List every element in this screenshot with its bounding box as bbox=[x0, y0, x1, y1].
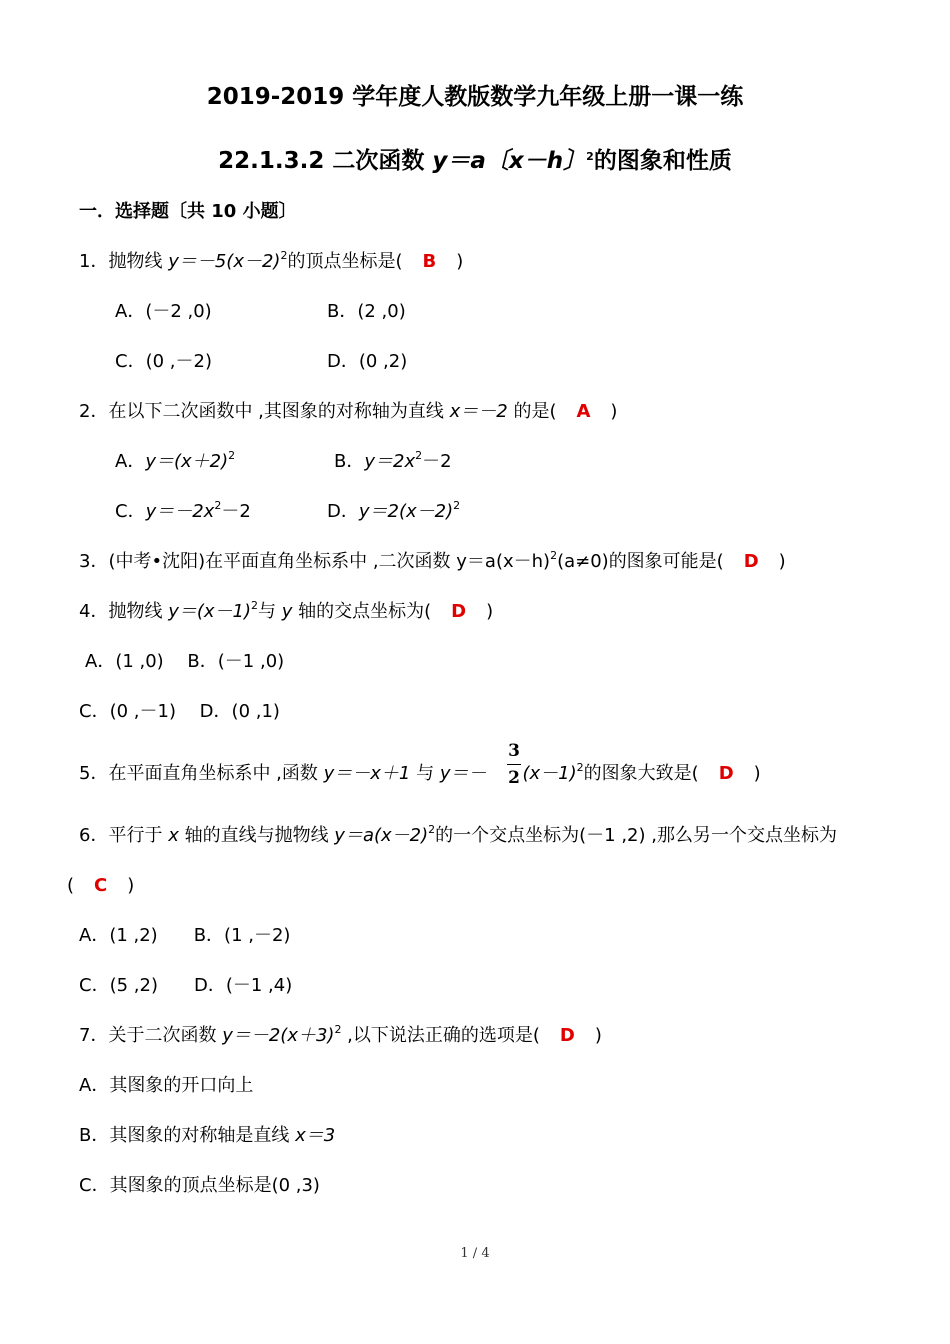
q5-formula-a: y＝－x＋1 bbox=[323, 763, 411, 784]
q4-exponent: 2 bbox=[251, 599, 258, 612]
q5-exponent: 2 bbox=[576, 761, 584, 774]
q2-option-d-exponent: 2 bbox=[453, 499, 461, 512]
q2-option-c-label: C． bbox=[115, 501, 146, 522]
q5-fraction-bar bbox=[507, 764, 521, 765]
q1-answer: B bbox=[422, 251, 437, 272]
q7-option-b-text: B．其图象的对称轴是直线 bbox=[79, 1125, 296, 1146]
q4-answer: D bbox=[451, 601, 467, 622]
document-title: 2019-2019 学年度人教版数学九年级上册一课一练 bbox=[206, 84, 744, 110]
q1-formula: y＝－5(x－2) bbox=[168, 251, 281, 272]
q5-stem-a: 5．在平面直角坐标系中 ,函数 bbox=[79, 763, 324, 784]
q2-option-d-formula: y＝2(x－2) bbox=[358, 501, 454, 522]
q4-stem-a: 4．抛物线 bbox=[79, 601, 169, 622]
q7-answer: D bbox=[559, 1025, 575, 1046]
q2-option-c bbox=[115, 500, 251, 524]
q1-stem-b: 的顶点坐标是( bbox=[287, 251, 403, 272]
q7-exponent: 2 bbox=[334, 1023, 342, 1036]
q6-close: ) bbox=[127, 875, 135, 896]
q2-option-c-formula: y＝－2x bbox=[145, 501, 215, 522]
q5-formula-b: y＝－ bbox=[439, 763, 487, 784]
question-7 bbox=[79, 1024, 602, 1048]
page-number: 1 / 4 bbox=[460, 1246, 490, 1261]
q5-fraction-denominator: 2 bbox=[508, 768, 520, 788]
q2-option-a-exponent: 2 bbox=[228, 449, 236, 462]
q2-option-c-constant: －2 bbox=[221, 501, 251, 522]
q4-stem-b: 与 bbox=[258, 601, 282, 622]
q7-close: ) bbox=[594, 1025, 602, 1046]
q7-option-c: C．其图象的顶点坐标是(0 ,3) bbox=[79, 1175, 320, 1196]
lesson-title bbox=[0, 146, 950, 176]
lesson-title-exponent: 2 bbox=[586, 150, 594, 163]
q4-options-cd: C．(0 ,－1) D．(0 ,1) bbox=[79, 701, 280, 722]
q1-stem-a: 1．抛物线 bbox=[79, 251, 169, 272]
q2-option-b-formula: y＝2x bbox=[364, 451, 416, 472]
q2-option-c-exponent: 2 bbox=[214, 499, 222, 512]
lesson-title-suffix: 的图象和性质 bbox=[593, 148, 732, 174]
q2-option-a bbox=[115, 450, 235, 474]
q4-formula: y＝(x－1) bbox=[168, 601, 251, 622]
q6-formula: y＝a(x－2) bbox=[334, 825, 429, 846]
q5-fraction bbox=[507, 741, 521, 788]
q2-answer: A bbox=[576, 401, 591, 422]
q1-close: ) bbox=[456, 251, 464, 272]
q6-answer: C bbox=[94, 875, 108, 896]
q6-stem-a: 6．平行于 bbox=[79, 825, 169, 846]
q3-exponent: 2 bbox=[550, 549, 558, 562]
q5-answer: D bbox=[718, 763, 734, 784]
section-heading: 一．选择题〔共 10 小题〕 bbox=[79, 201, 297, 222]
q7-option-a: A．其图象的开口向上 bbox=[79, 1075, 254, 1096]
q1-option-c: C．(0 ,－2) bbox=[115, 351, 212, 372]
q7-formula: y＝－2(x＋3) bbox=[222, 1025, 335, 1046]
q4-close: ) bbox=[486, 601, 494, 622]
q6-options-cd: C．(5 ,2) D．(－1 ,4) bbox=[79, 975, 293, 996]
q3-stem-b: (a≠0)的图象可能是( bbox=[557, 551, 724, 572]
q5-stem-b: 与 bbox=[410, 763, 440, 784]
q5-close: ) bbox=[753, 763, 761, 784]
q2-option-b-constant: －2 bbox=[422, 451, 452, 472]
q6-answer-line bbox=[67, 874, 134, 898]
lesson-title-prefix: 22.1.3.2 二次函数 bbox=[218, 148, 433, 174]
q2-stem-a: 2．在以下二次函数中 ,其图象的对称轴为直线 bbox=[79, 401, 450, 422]
q1-option-b: B．(2 ,0) bbox=[327, 301, 406, 322]
q5-stem-c: 的图象大致是( bbox=[583, 763, 699, 784]
q6-open: ( bbox=[67, 875, 75, 896]
q6-stem-b: 轴的直线与抛物线 bbox=[178, 825, 335, 846]
q2-option-b bbox=[334, 450, 452, 474]
q6-stem-c: 的一个交点坐标为(－1 ,2) ,那么另一个交点坐标为 bbox=[435, 825, 837, 846]
q2-option-d-label: D． bbox=[327, 501, 359, 522]
q4-stem-c: 轴的交点坐标为( bbox=[292, 601, 432, 622]
q5-fraction-numerator: 3 bbox=[508, 741, 520, 761]
q6-axis-var: x bbox=[168, 825, 179, 846]
q4-axis-var: y bbox=[281, 601, 293, 622]
q6-exponent: 2 bbox=[428, 823, 436, 836]
lesson-title-formula: y＝a〔x－h〕 bbox=[432, 148, 587, 174]
question-6 bbox=[79, 824, 837, 848]
q2-option-b-exponent: 2 bbox=[415, 449, 423, 462]
q1-option-d: D．(0 ,2) bbox=[327, 351, 408, 372]
q2-option-d bbox=[327, 500, 460, 524]
q1-exponent: 2 bbox=[280, 249, 288, 262]
q2-option-a-label: A． bbox=[115, 451, 146, 472]
q2-option-a-formula: y＝(x＋2) bbox=[145, 451, 229, 472]
q2-formula: x＝－2 bbox=[449, 401, 508, 422]
q1-option-a: A．(－2 ,0) bbox=[115, 301, 212, 322]
q7-option-b-formula: x＝3 bbox=[295, 1125, 336, 1146]
q6-options-ab: A．(1 ,2) B．(1 ,－2) bbox=[79, 925, 291, 946]
q7-stem-a: 7．关于二次函数 bbox=[79, 1025, 223, 1046]
question-3 bbox=[79, 550, 786, 574]
q2-close: ) bbox=[610, 401, 618, 422]
q4-options-ab: A．(1 ,0) B．(－1 ,0) bbox=[85, 651, 285, 672]
question-4 bbox=[79, 600, 493, 624]
q7-option-b bbox=[79, 1124, 335, 1148]
question-5 bbox=[79, 762, 761, 786]
q5-formula-c: (x－1) bbox=[522, 763, 577, 784]
question-2 bbox=[79, 400, 617, 424]
q7-stem-b: ,以下说法正确的选项是( bbox=[341, 1025, 540, 1046]
q3-stem-a: 3．(中考•沈阳)在平面直角坐标系中 ,二次函数 y＝a(x－h) bbox=[79, 551, 551, 572]
question-1 bbox=[79, 250, 463, 274]
q2-option-b-label: B． bbox=[334, 451, 365, 472]
q2-stem-b: 的是( bbox=[507, 401, 557, 422]
q3-close: ) bbox=[778, 551, 786, 572]
q3-answer: D bbox=[743, 551, 759, 572]
